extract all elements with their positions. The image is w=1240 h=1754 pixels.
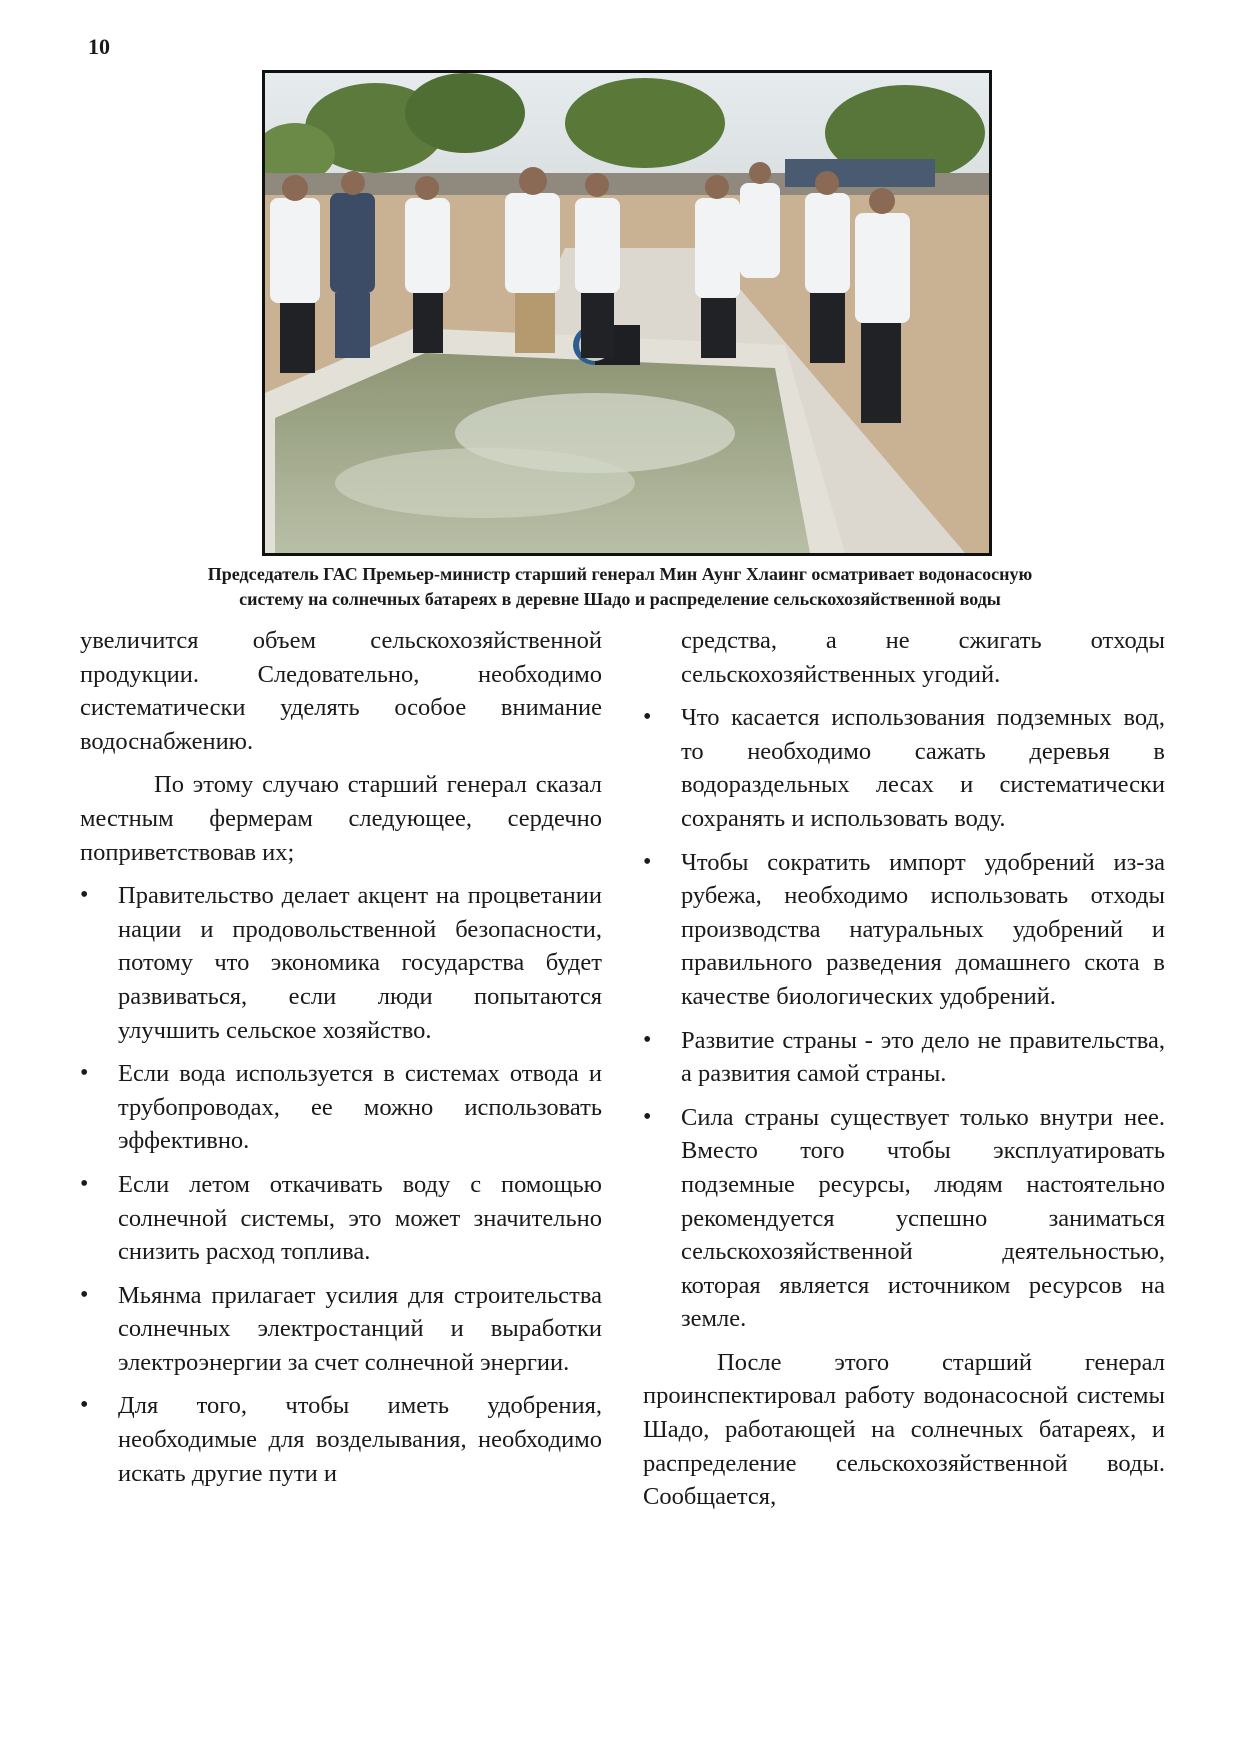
list-item: • Мьянма прилагает усилия для строительства солнечных электростанций и выработки электроэнергии за счет солнечной энергии. xyxy=(80,1279,602,1380)
list-item: • Сила страны существует только внутри нее. Вместо того чтобы эксплуатировать подземные ресурсы, людям настоятельно рекомендуется успешно заниматься сельскохозяйственной деятельностью, которая является источником ресурсов на земле. xyxy=(643,1101,1165,1336)
photo-officials-inspecting-water-pump-tank xyxy=(265,73,989,553)
paragraph: По этому случаю старший генерал сказал местным фермерам следующее, сердечно поприветствовав их; xyxy=(80,771,602,866)
bullet-list xyxy=(643,701,1165,1336)
left-column xyxy=(80,624,602,1500)
paragraph: После этого старший генерал проинспектировал работу водонасосной системы Шадо, работающей на солнечных батареях, и распределение сельскохозяйственной воды. Сообщается, xyxy=(643,1348,1165,1511)
list-item: • Если летом откачивать воду с помощью солнечной системы, это может значительно снизить расход топлива. xyxy=(80,1168,602,1269)
list-item: • Чтобы сократить импорт удобрений из-за рубежа, необходимо использовать отходы производства натуральных удобрений и правильного разведения домашнего скота в качестве биологических удобрений. xyxy=(643,846,1165,1014)
caption-line-1: Председатель ГАС Премьер-министр старший генерал Мин Аунг Хлаинг осматривает водонасосную xyxy=(207,564,1033,584)
paragraph-continuation: средства, а не сжигать отходы сельскохозяйственных угодий. xyxy=(681,627,1165,688)
news-photo xyxy=(262,70,992,556)
right-column xyxy=(643,624,1165,1524)
list-item: • Если вода используется в системах отвода и трубопроводах, ее можно использовать эффективно. xyxy=(80,1057,602,1158)
bullet-list xyxy=(80,879,602,1490)
caption-line-2: систему на солнечных батареях в деревне Шадо и распределение сельскохозяйственной воды xyxy=(239,589,1001,609)
list-item: • Правительство делает акцент на процветании нации и продовольственной безопасности, потому что экономика государства будет развиваться, если люди попытаются улучшить сельское хозяйство. xyxy=(80,879,602,1047)
list-item: • Для того, чтобы иметь удобрения, необходимые для возделывания, необходимо искать другие пути и xyxy=(80,1389,602,1490)
page-number: 10 xyxy=(88,34,110,59)
paragraph: увеличится объем сельскохозяйственной продукции. Следовательно, необходимо систематически уделять особое внимание водоснабжению. xyxy=(80,627,602,755)
list-item: • Что касается использования подземных вод, то необходимо сажать деревья в водораздельных лесах и систематически сохранять и использовать воду. xyxy=(643,701,1165,835)
photo-caption xyxy=(100,562,1140,612)
list-item: • Развитие страны - это дело не правительства, а развития самой страны. xyxy=(643,1024,1165,1091)
